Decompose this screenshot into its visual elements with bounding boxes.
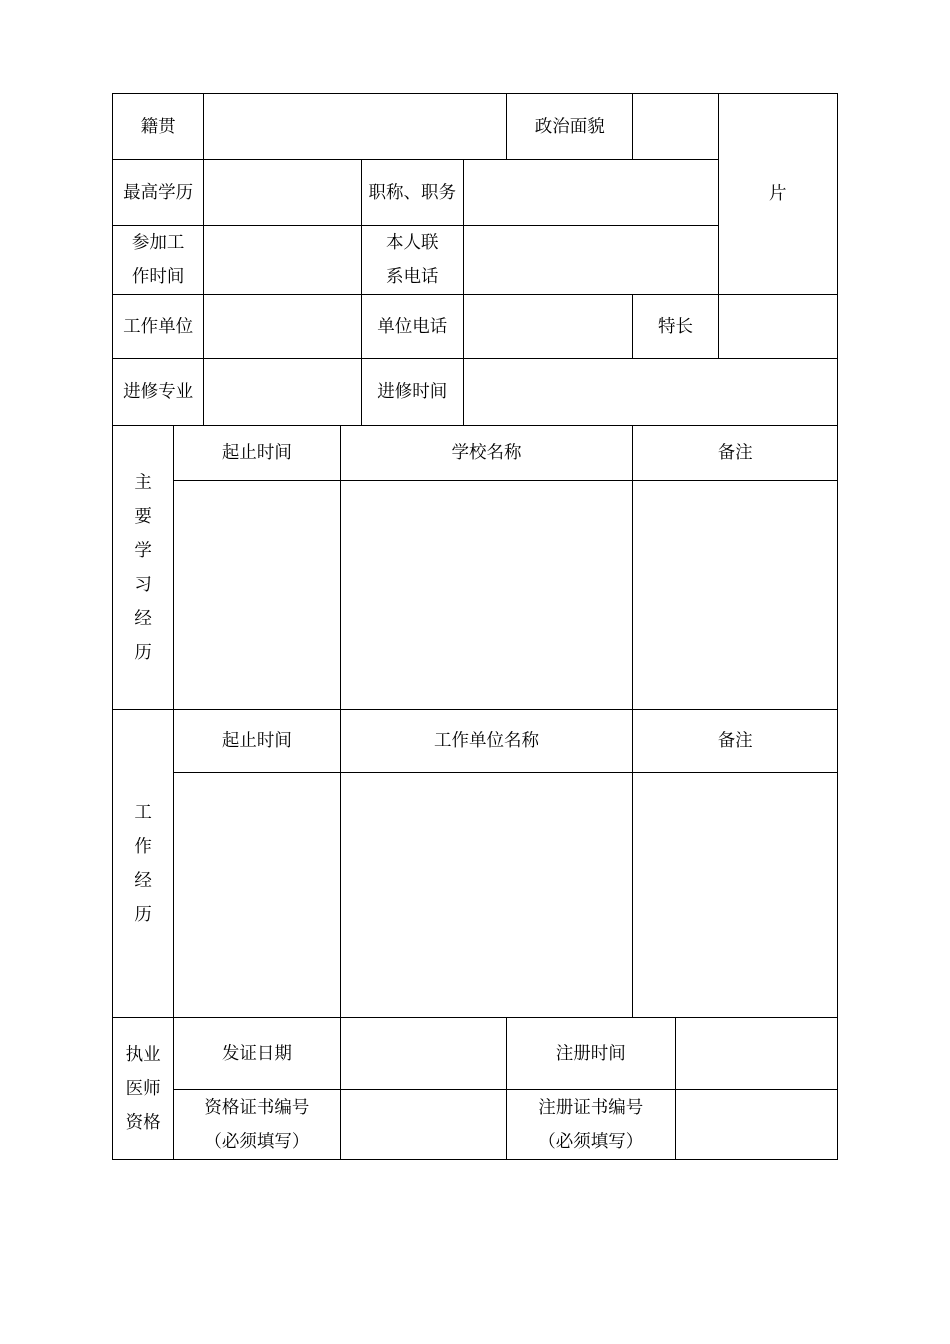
study-remarks-cell[interactable] <box>633 481 838 710</box>
specialty-label: 特长 <box>633 295 718 359</box>
personal-phone-field[interactable] <box>463 226 718 295</box>
study-school-header: 学校名称 <box>340 426 633 481</box>
work-remarks-cell[interactable] <box>633 773 838 1018</box>
employer-label: 工作单位 <box>113 295 204 359</box>
title-position-label: 职称、职务 <box>361 160 463 226</box>
study-remarks-header: 备注 <box>633 426 838 481</box>
employer-phone-field[interactable] <box>463 295 632 359</box>
work-period-cell[interactable] <box>174 773 340 1018</box>
qualification-no-label: 资格证书编号 （必须填写） <box>174 1090 340 1160</box>
political-status-field[interactable] <box>633 94 718 160</box>
work-start-field[interactable] <box>204 226 361 295</box>
study-history-section-label: 主 要 学 习 经 历 <box>113 426 174 710</box>
work-history-section-label: 工 作 经 历 <box>113 710 174 1018</box>
specialty-field[interactable] <box>718 295 837 359</box>
native-place-label: 籍贯 <box>113 94 204 160</box>
political-status-label: 政治面貌 <box>507 94 633 160</box>
title-position-field[interactable] <box>463 160 718 226</box>
issue-date-field[interactable] <box>340 1018 506 1090</box>
photo-box[interactable]: 片 <box>718 94 837 295</box>
highest-education-field[interactable] <box>204 160 361 226</box>
register-time-field[interactable] <box>675 1018 838 1090</box>
license-section-label: 执业 医师 资格 <box>113 1018 174 1160</box>
qualification-no-field[interactable] <box>340 1090 506 1160</box>
highest-education-label: 最高学历 <box>113 160 204 226</box>
training-major-field[interactable] <box>204 359 361 426</box>
work-period-header: 起止时间 <box>174 710 340 773</box>
study-period-header: 起止时间 <box>174 426 340 481</box>
training-time-label: 进修时间 <box>361 359 463 426</box>
work-start-label: 参加工 作时间 <box>113 226 204 295</box>
employer-phone-label: 单位电话 <box>361 295 463 359</box>
work-remarks-header: 备注 <box>633 710 838 773</box>
issue-date-label: 发证日期 <box>174 1018 340 1090</box>
register-no-field[interactable] <box>675 1090 838 1160</box>
training-time-field[interactable] <box>463 359 837 426</box>
personal-phone-label: 本人联 系电话 <box>361 226 463 295</box>
employer-field[interactable] <box>204 295 361 359</box>
training-major-label: 进修专业 <box>113 359 204 426</box>
study-school-cell[interactable] <box>340 481 633 710</box>
work-employer-header: 工作单位名称 <box>340 710 633 773</box>
native-place-field[interactable] <box>204 94 507 160</box>
register-no-label: 注册证书编号 （必须填写） <box>507 1090 675 1160</box>
study-period-cell[interactable] <box>174 481 340 710</box>
work-employer-cell[interactable] <box>340 773 633 1018</box>
registration-form-table <box>112 93 838 1160</box>
register-time-label: 注册时间 <box>507 1018 675 1090</box>
